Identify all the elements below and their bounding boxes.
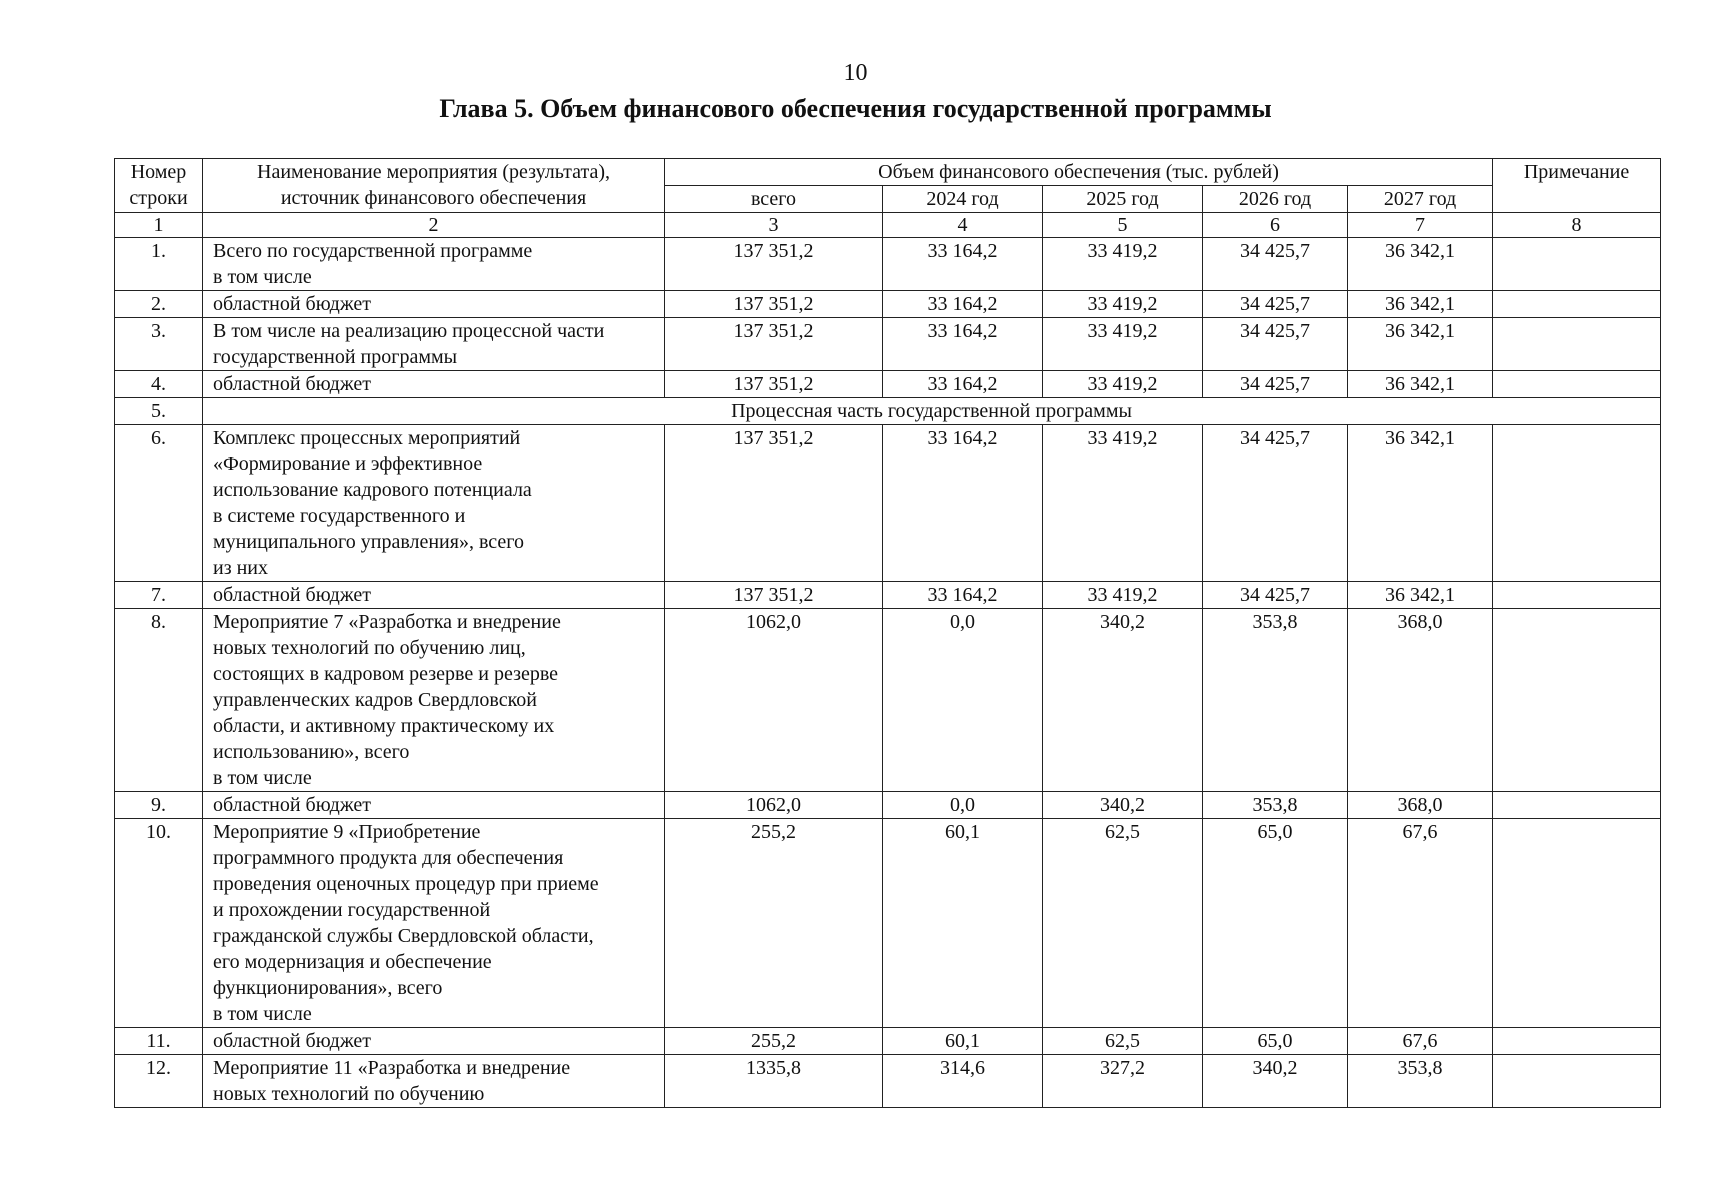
item-name: Мероприятие 7 «Разработка и внедрение новых технологий по обучению лиц, состоящих в кадровом резерве и резерве управленческих кадров Свердловской области, и активному практическому их использованию», всего в том числе xyxy=(203,609,665,792)
value-2025: 33 419,2 xyxy=(1043,318,1203,371)
column-number: 4 xyxy=(883,213,1043,238)
row-number: 3. xyxy=(115,318,203,371)
value-2026: 353,8 xyxy=(1203,609,1348,792)
value-total: 137 351,2 xyxy=(665,318,883,371)
value-total: 137 351,2 xyxy=(665,425,883,582)
value-2026: 65,0 xyxy=(1203,1028,1348,1055)
value-2024: 314,6 xyxy=(883,1055,1043,1108)
table-header-row xyxy=(115,159,1661,186)
value-total: 137 351,2 xyxy=(665,582,883,609)
value-2026: 65,0 xyxy=(1203,819,1348,1028)
value-2027: 368,0 xyxy=(1348,609,1493,792)
note-cell xyxy=(1493,425,1661,582)
table-row xyxy=(115,1055,1661,1108)
page-title: Глава 5. Объем финансового обеспечения государственной программы xyxy=(439,94,1272,123)
value-2027: 36 342,1 xyxy=(1348,582,1493,609)
header-2024: 2024 год xyxy=(883,186,1043,213)
value-total: 137 351,2 xyxy=(665,371,883,398)
value-2025: 33 419,2 xyxy=(1043,291,1203,318)
table-row xyxy=(115,238,1661,291)
table-row xyxy=(115,819,1661,1028)
value-2026: 340,2 xyxy=(1203,1055,1348,1108)
note-cell xyxy=(1493,609,1661,792)
value-2025: 33 419,2 xyxy=(1043,238,1203,291)
row-number: 5. xyxy=(115,398,203,425)
value-2025: 62,5 xyxy=(1043,1028,1203,1055)
value-2027: 36 342,1 xyxy=(1348,371,1493,398)
header-row-number: Номер строки xyxy=(115,159,203,213)
item-name: областной бюджет xyxy=(203,291,665,318)
column-number: 6 xyxy=(1203,213,1348,238)
row-number: 4. xyxy=(115,371,203,398)
financing-table xyxy=(114,158,1661,1108)
column-number: 3 xyxy=(665,213,883,238)
table-row xyxy=(115,609,1661,792)
page-number: 10 xyxy=(843,60,868,86)
value-2024: 33 164,2 xyxy=(883,318,1043,371)
value-2025: 340,2 xyxy=(1043,792,1203,819)
value-2027: 36 342,1 xyxy=(1348,291,1493,318)
value-2024: 60,1 xyxy=(883,819,1043,1028)
value-total: 255,2 xyxy=(665,1028,883,1055)
value-2024: 33 164,2 xyxy=(883,582,1043,609)
row-number: 9. xyxy=(115,792,203,819)
value-2027: 368,0 xyxy=(1348,792,1493,819)
value-2027: 36 342,1 xyxy=(1348,318,1493,371)
row-number: 8. xyxy=(115,609,203,792)
row-number: 2. xyxy=(115,291,203,318)
header-2026: 2026 год xyxy=(1203,186,1348,213)
item-name: Комплекс процессных мероприятий «Формирование и эффективное использование кадрового потенциала в системе государственного и муниципального управления», всего из них xyxy=(203,425,665,582)
value-2026: 353,8 xyxy=(1203,792,1348,819)
row-number: 11. xyxy=(115,1028,203,1055)
note-cell xyxy=(1493,318,1661,371)
header-name: Наименование мероприятия (результата), источник финансового обеспечения xyxy=(203,159,665,213)
value-2026: 34 425,7 xyxy=(1203,425,1348,582)
header-2025: 2025 год xyxy=(1043,186,1203,213)
section-row xyxy=(115,398,1661,425)
header-volume: Объем финансового обеспечения (тыс. рублей) xyxy=(665,159,1493,186)
row-number: 10. xyxy=(115,819,203,1028)
item-name: В том числе на реализацию процессной части государственной программы xyxy=(203,318,665,371)
header-total: всего xyxy=(665,186,883,213)
value-2027: 67,6 xyxy=(1348,819,1493,1028)
column-number: 2 xyxy=(203,213,665,238)
value-2025: 33 419,2 xyxy=(1043,582,1203,609)
note-cell xyxy=(1493,238,1661,291)
item-name: Всего по государственной программе в том числе xyxy=(203,238,665,291)
value-total: 1335,8 xyxy=(665,1055,883,1108)
item-name: областной бюджет xyxy=(203,792,665,819)
column-number: 7 xyxy=(1348,213,1493,238)
value-2027: 36 342,1 xyxy=(1348,238,1493,291)
value-2024: 0,0 xyxy=(883,609,1043,792)
note-cell xyxy=(1493,819,1661,1028)
table-row xyxy=(115,1028,1661,1055)
value-2025: 33 419,2 xyxy=(1043,425,1203,582)
column-number: 8 xyxy=(1493,213,1661,238)
table-row xyxy=(115,291,1661,318)
note-cell xyxy=(1493,792,1661,819)
section-title: Процессная часть государственной программы xyxy=(203,398,1661,425)
value-total: 137 351,2 xyxy=(665,238,883,291)
value-2026: 34 425,7 xyxy=(1203,238,1348,291)
row-number: 12. xyxy=(115,1055,203,1108)
value-2025: 340,2 xyxy=(1043,609,1203,792)
value-2024: 33 164,2 xyxy=(883,371,1043,398)
value-2024: 60,1 xyxy=(883,1028,1043,1055)
value-2024: 33 164,2 xyxy=(883,425,1043,582)
value-total: 1062,0 xyxy=(665,792,883,819)
table-row xyxy=(115,792,1661,819)
value-2024: 0,0 xyxy=(883,792,1043,819)
value-2025: 62,5 xyxy=(1043,819,1203,1028)
column-number: 1 xyxy=(115,213,203,238)
value-2025: 33 419,2 xyxy=(1043,371,1203,398)
row-number: 6. xyxy=(115,425,203,582)
table-row xyxy=(115,425,1661,582)
value-total: 137 351,2 xyxy=(665,291,883,318)
note-cell xyxy=(1493,1028,1661,1055)
note-cell xyxy=(1493,291,1661,318)
value-2025: 327,2 xyxy=(1043,1055,1203,1108)
note-cell xyxy=(1493,582,1661,609)
table-row xyxy=(115,371,1661,398)
item-name: областной бюджет xyxy=(203,582,665,609)
value-2026: 34 425,7 xyxy=(1203,291,1348,318)
table-row xyxy=(115,582,1661,609)
row-number: 1. xyxy=(115,238,203,291)
note-cell xyxy=(1493,1055,1661,1108)
value-2024: 33 164,2 xyxy=(883,291,1043,318)
value-2026: 34 425,7 xyxy=(1203,582,1348,609)
row-number: 7. xyxy=(115,582,203,609)
value-2026: 34 425,7 xyxy=(1203,318,1348,371)
item-name: областной бюджет xyxy=(203,1028,665,1055)
item-name: Мероприятие 9 «Приобретение программного продукта для обеспечения проведения оценочных процедур при приеме и прохождении государственной гражданской службы Свердловской области, его модернизация и обеспечение функционирования», всего в том числе xyxy=(203,819,665,1028)
value-2026: 34 425,7 xyxy=(1203,371,1348,398)
column-number: 5 xyxy=(1043,213,1203,238)
note-cell xyxy=(1493,371,1661,398)
value-2024: 33 164,2 xyxy=(883,238,1043,291)
column-number-row xyxy=(115,213,1661,238)
table-row xyxy=(115,318,1661,371)
value-total: 255,2 xyxy=(665,819,883,1028)
value-total: 1062,0 xyxy=(665,609,883,792)
item-name: областной бюджет xyxy=(203,371,665,398)
header-note: Примечание xyxy=(1493,159,1661,213)
value-2027: 353,8 xyxy=(1348,1055,1493,1108)
value-2027: 36 342,1 xyxy=(1348,425,1493,582)
header-2027: 2027 год xyxy=(1348,186,1493,213)
value-2027: 67,6 xyxy=(1348,1028,1493,1055)
item-name: Мероприятие 11 «Разработка и внедрение новых технологий по обучению xyxy=(203,1055,665,1108)
